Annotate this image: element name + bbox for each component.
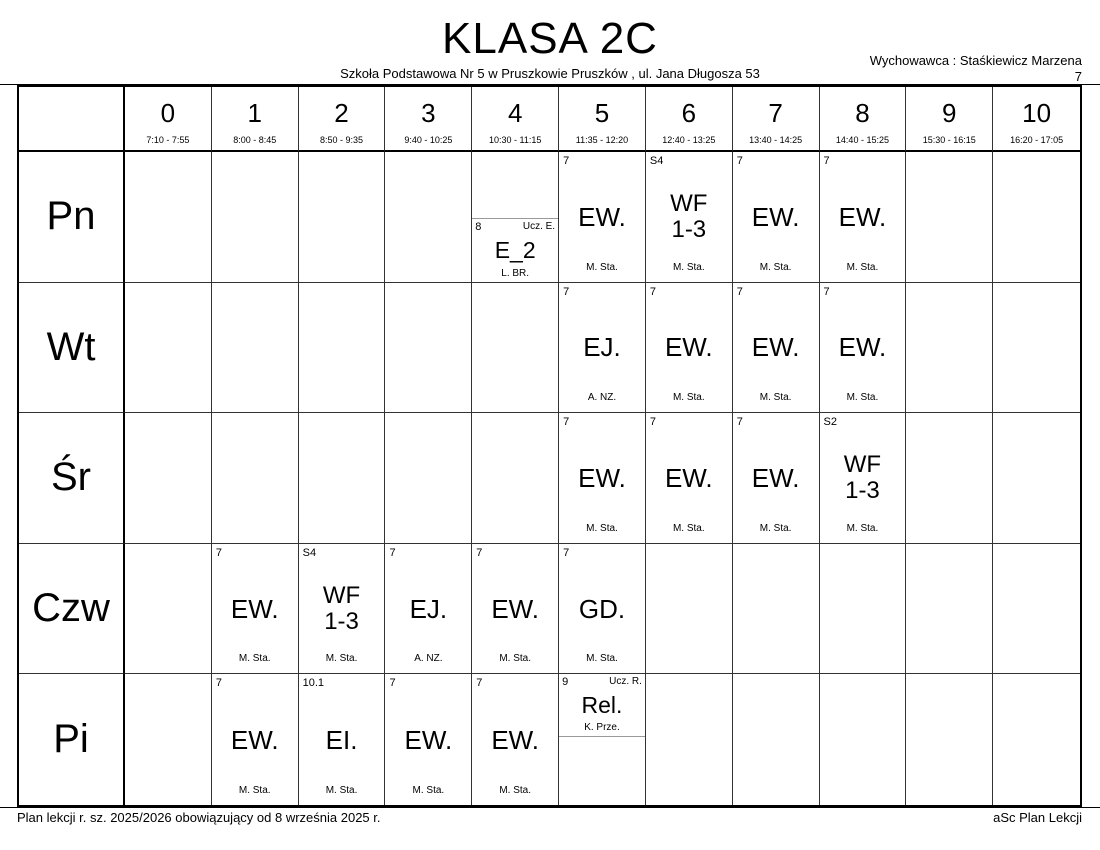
room-label: 7: [563, 285, 570, 298]
split-lesson-content[interactable]: [559, 674, 645, 737]
room-label: 7: [823, 155, 830, 167]
day-row-header: [19, 674, 125, 805]
subject-line: EW.: [491, 724, 539, 755]
empty-slot-cell[interactable]: [993, 152, 1080, 283]
lesson-cell[interactable]: [559, 152, 646, 283]
day-row-header: [19, 152, 125, 283]
teacher-label: M. Sta.: [238, 785, 271, 796]
empty-slot-cell[interactable]: [385, 283, 472, 414]
empty-slot-cell[interactable]: [125, 674, 212, 805]
room-label: 7: [736, 416, 743, 429]
teacher-label: M. Sta.: [846, 522, 879, 534]
period-header-5: [559, 87, 646, 152]
teacher-label: M. Sta.: [586, 653, 618, 665]
subject-line: EW.: [230, 724, 279, 755]
teacher-label: M. Sta.: [672, 522, 705, 534]
teacher-label: M. Sta.: [325, 785, 358, 796]
day-label: Wt: [46, 324, 96, 369]
room-label: 7: [476, 546, 483, 559]
room-label: 7: [823, 285, 830, 298]
lesson-cell[interactable]: [733, 283, 820, 414]
period-time: 8:00 - 8:45: [233, 135, 277, 145]
room-label: 7: [476, 677, 483, 690]
footer-rule: [0, 807, 1100, 808]
empty-slot-cell[interactable]: [385, 413, 472, 544]
page-title: KLASA 2C: [442, 14, 658, 63]
day-row-header: [19, 544, 125, 675]
subject-line: EJ.: [409, 593, 448, 624]
period-number: 4: [507, 98, 523, 128]
subject-line: EI.: [325, 724, 358, 755]
period-number: 0: [160, 98, 176, 128]
split-lesson-head: [475, 221, 555, 233]
period-header-1: [212, 87, 299, 152]
room-label: S4: [302, 546, 317, 559]
lesson-cell[interactable]: [559, 283, 646, 414]
period-number: 3: [421, 98, 436, 128]
period-header-6: [646, 87, 733, 152]
empty-slot-cell[interactable]: [299, 413, 386, 544]
lesson-cell[interactable]: [212, 544, 299, 675]
day-label: Pn: [46, 194, 96, 239]
teacher-label: M. Sta.: [672, 392, 705, 404]
teacher-label: M. Sta.: [238, 653, 271, 665]
teacher-label: M. Sta.: [586, 261, 618, 273]
lesson-cell[interactable]: [733, 152, 820, 283]
lesson-cell[interactable]: [820, 152, 907, 283]
split-lesson-content[interactable]: [472, 219, 558, 281]
empty-slot-cell[interactable]: [906, 152, 993, 283]
period-time: 9:40 - 10:25: [404, 135, 453, 145]
teacher-label: M. Sta.: [412, 785, 445, 796]
lesson-cell[interactable]: [820, 283, 907, 414]
period-number: 10: [1022, 98, 1052, 128]
corner-cell: [19, 87, 125, 152]
room-label: 7: [649, 416, 657, 429]
empty-slot-cell[interactable]: [906, 413, 993, 544]
period-header-0: [125, 87, 212, 152]
empty-slot-cell[interactable]: [385, 152, 472, 283]
lesson-cell[interactable]: [472, 152, 559, 283]
empty-slot-cell[interactable]: [212, 283, 299, 414]
homeroom-number: 7: [1074, 69, 1082, 84]
teacher-label: K. Prze.: [584, 722, 620, 734]
subject-line: EW.: [230, 593, 279, 624]
subject-line: 1-3: [845, 476, 880, 504]
teacher-label: M. Sta.: [846, 261, 879, 273]
teacher-label: M. Sta.: [672, 261, 705, 273]
empty-slot-cell[interactable]: [125, 413, 212, 544]
teacher-label: A. NZ.: [587, 392, 617, 404]
timetable-grid: [17, 85, 1082, 807]
subject-line: EW.: [664, 462, 713, 493]
school-name: Szkoła Podstawowa Nr 5 w Pruszkowie Pruszków , ul. Jana Długosza 53: [340, 66, 760, 81]
period-time: 16:20 - 17:05: [1010, 135, 1064, 145]
empty-half-slot[interactable]: [472, 152, 558, 219]
subject-line: 1-3: [324, 607, 359, 635]
subject-line: WF: [670, 189, 708, 217]
subject-line: EW.: [664, 332, 713, 363]
footer-note: Plan lekcji r. sz. 2025/2026 obowiązujący od 8 września 2025 r.: [17, 810, 381, 825]
subject-line: EW.: [751, 332, 800, 363]
homeroom-teacher: Wychowawca : Staśkiewicz Marzena: [869, 53, 1082, 68]
empty-slot-cell[interactable]: [299, 152, 386, 283]
subject-line: EJ.: [583, 332, 621, 363]
lesson-cell[interactable]: [472, 674, 559, 805]
empty-slot-cell[interactable]: [820, 674, 907, 805]
room-label: 7: [563, 155, 570, 167]
empty-slot-cell[interactable]: [993, 674, 1080, 805]
empty-slot-cell[interactable]: [125, 283, 212, 414]
period-time: 10:30 - 11:15: [488, 135, 542, 145]
teacher-label: L. BR.: [501, 267, 530, 279]
room-label: 7: [215, 677, 222, 690]
period-number: 6: [681, 98, 697, 128]
subject-line: EW.: [838, 332, 887, 363]
lesson-cell[interactable]: [646, 283, 733, 414]
subject-line: EW.: [751, 201, 800, 232]
empty-slot-cell[interactable]: [472, 413, 559, 544]
room-label: 7: [389, 677, 396, 690]
subject-line: GD.: [578, 593, 626, 624]
subject-line: 1-3: [671, 215, 707, 243]
empty-slot-cell[interactable]: [993, 413, 1080, 544]
teacher-label: M. Sta.: [325, 653, 358, 665]
empty-slot-cell[interactable]: [993, 283, 1080, 414]
empty-half-slot[interactable]: [559, 737, 645, 805]
subject-label: E_2: [494, 236, 536, 263]
empty-slot-cell[interactable]: [646, 674, 733, 805]
lesson-cell[interactable]: [559, 544, 646, 675]
room-label: 7: [563, 546, 570, 559]
empty-slot-cell[interactable]: [125, 544, 212, 675]
teacher-label: M. Sta.: [499, 653, 532, 665]
group-label: Ucz. E.: [522, 221, 556, 233]
subject-line: EW.: [404, 724, 453, 755]
room-label: 7: [215, 546, 222, 559]
period-header-3: [385, 87, 472, 152]
period-time: 13:40 - 14:25: [749, 135, 803, 145]
group-label: Ucz. R.: [609, 676, 642, 688]
room-label: S4: [649, 155, 664, 167]
split-lesson-head: [562, 676, 642, 688]
room-label: 7: [736, 285, 743, 298]
empty-slot-cell[interactable]: [993, 544, 1080, 675]
period-time: 11:35 - 12:20: [575, 135, 629, 145]
lesson-cell[interactable]: [820, 413, 907, 544]
period-number: 5: [594, 98, 610, 128]
room-label: 7: [649, 285, 657, 298]
empty-slot-cell[interactable]: [125, 152, 212, 283]
lesson-cell[interactable]: [385, 674, 472, 805]
empty-slot-cell[interactable]: [733, 674, 820, 805]
subject-line: EW.: [578, 201, 626, 232]
period-header-7: [733, 87, 820, 152]
lesson-cell[interactable]: [299, 544, 386, 675]
lesson-cell[interactable]: [559, 674, 646, 805]
empty-slot-cell[interactable]: [906, 544, 993, 675]
period-time: 15:30 - 16:15: [922, 135, 976, 145]
period-number: 8: [855, 98, 870, 128]
day-label: Czw: [32, 586, 110, 631]
period-number: 1: [247, 98, 262, 128]
teacher-label: M. Sta.: [586, 522, 618, 534]
subject-line: EW.: [751, 462, 800, 493]
teacher-label: M. Sta.: [759, 261, 792, 273]
empty-slot-cell[interactable]: [733, 544, 820, 675]
period-header-8: [820, 87, 907, 152]
room-label: 7: [389, 546, 396, 559]
lesson-cell[interactable]: [385, 544, 472, 675]
empty-slot-cell[interactable]: [820, 544, 907, 675]
lesson-cell[interactable]: [212, 674, 299, 805]
period-time: 8:50 - 9:35: [320, 135, 364, 145]
room-label: 9: [562, 676, 569, 689]
period-number: 2: [334, 98, 349, 128]
room-label: S2: [823, 416, 837, 429]
period-time: 12:40 - 13:25: [662, 135, 716, 145]
room-label: 8: [475, 221, 482, 234]
day-row-header: [19, 413, 125, 544]
lesson-cell[interactable]: [299, 674, 386, 805]
lesson-cell[interactable]: [472, 544, 559, 675]
period-header-4: [472, 87, 559, 152]
period-time: 7:10 - 7:55: [146, 135, 190, 145]
empty-slot-cell[interactable]: [299, 283, 386, 414]
room-label: 10.1: [302, 677, 325, 690]
teacher-label: M. Sta.: [759, 392, 792, 404]
subject-line: EW.: [838, 201, 887, 232]
teacher-label: M. Sta.: [499, 785, 532, 796]
subject-line: WF: [322, 581, 361, 609]
empty-slot-cell[interactable]: [212, 413, 299, 544]
empty-slot-cell[interactable]: [472, 283, 559, 414]
teacher-label: A. NZ.: [414, 653, 443, 665]
room-label: 7: [736, 155, 743, 167]
footer-brand: aSc Plan Lekcji: [993, 810, 1082, 825]
teacher-label: M. Sta.: [846, 392, 879, 404]
subject-line: EW.: [578, 462, 626, 493]
lesson-cell[interactable]: [733, 413, 820, 544]
empty-slot-cell[interactable]: [646, 544, 733, 675]
period-time: 14:40 - 15:25: [835, 135, 889, 145]
day-label: Pi: [53, 717, 89, 762]
period-header-10: [993, 87, 1080, 152]
lesson-cell[interactable]: [646, 413, 733, 544]
period-header-9: [906, 87, 993, 152]
room-label: 7: [563, 416, 570, 429]
lesson-cell[interactable]: [646, 152, 733, 283]
subject-label: Rel.: [581, 691, 623, 718]
lesson-cell[interactable]: [559, 413, 646, 544]
period-header-2: [299, 87, 386, 152]
day-label: Śr: [51, 455, 91, 500]
period-number: 7: [768, 98, 783, 128]
empty-slot-cell[interactable]: [906, 283, 993, 414]
day-row-header: [19, 283, 125, 414]
period-number: 9: [942, 98, 957, 128]
empty-slot-cell[interactable]: [906, 674, 993, 805]
subject-line: EW.: [491, 593, 539, 624]
empty-slot-cell[interactable]: [212, 152, 299, 283]
subject-line: WF: [843, 451, 882, 479]
teacher-label: M. Sta.: [759, 522, 792, 534]
